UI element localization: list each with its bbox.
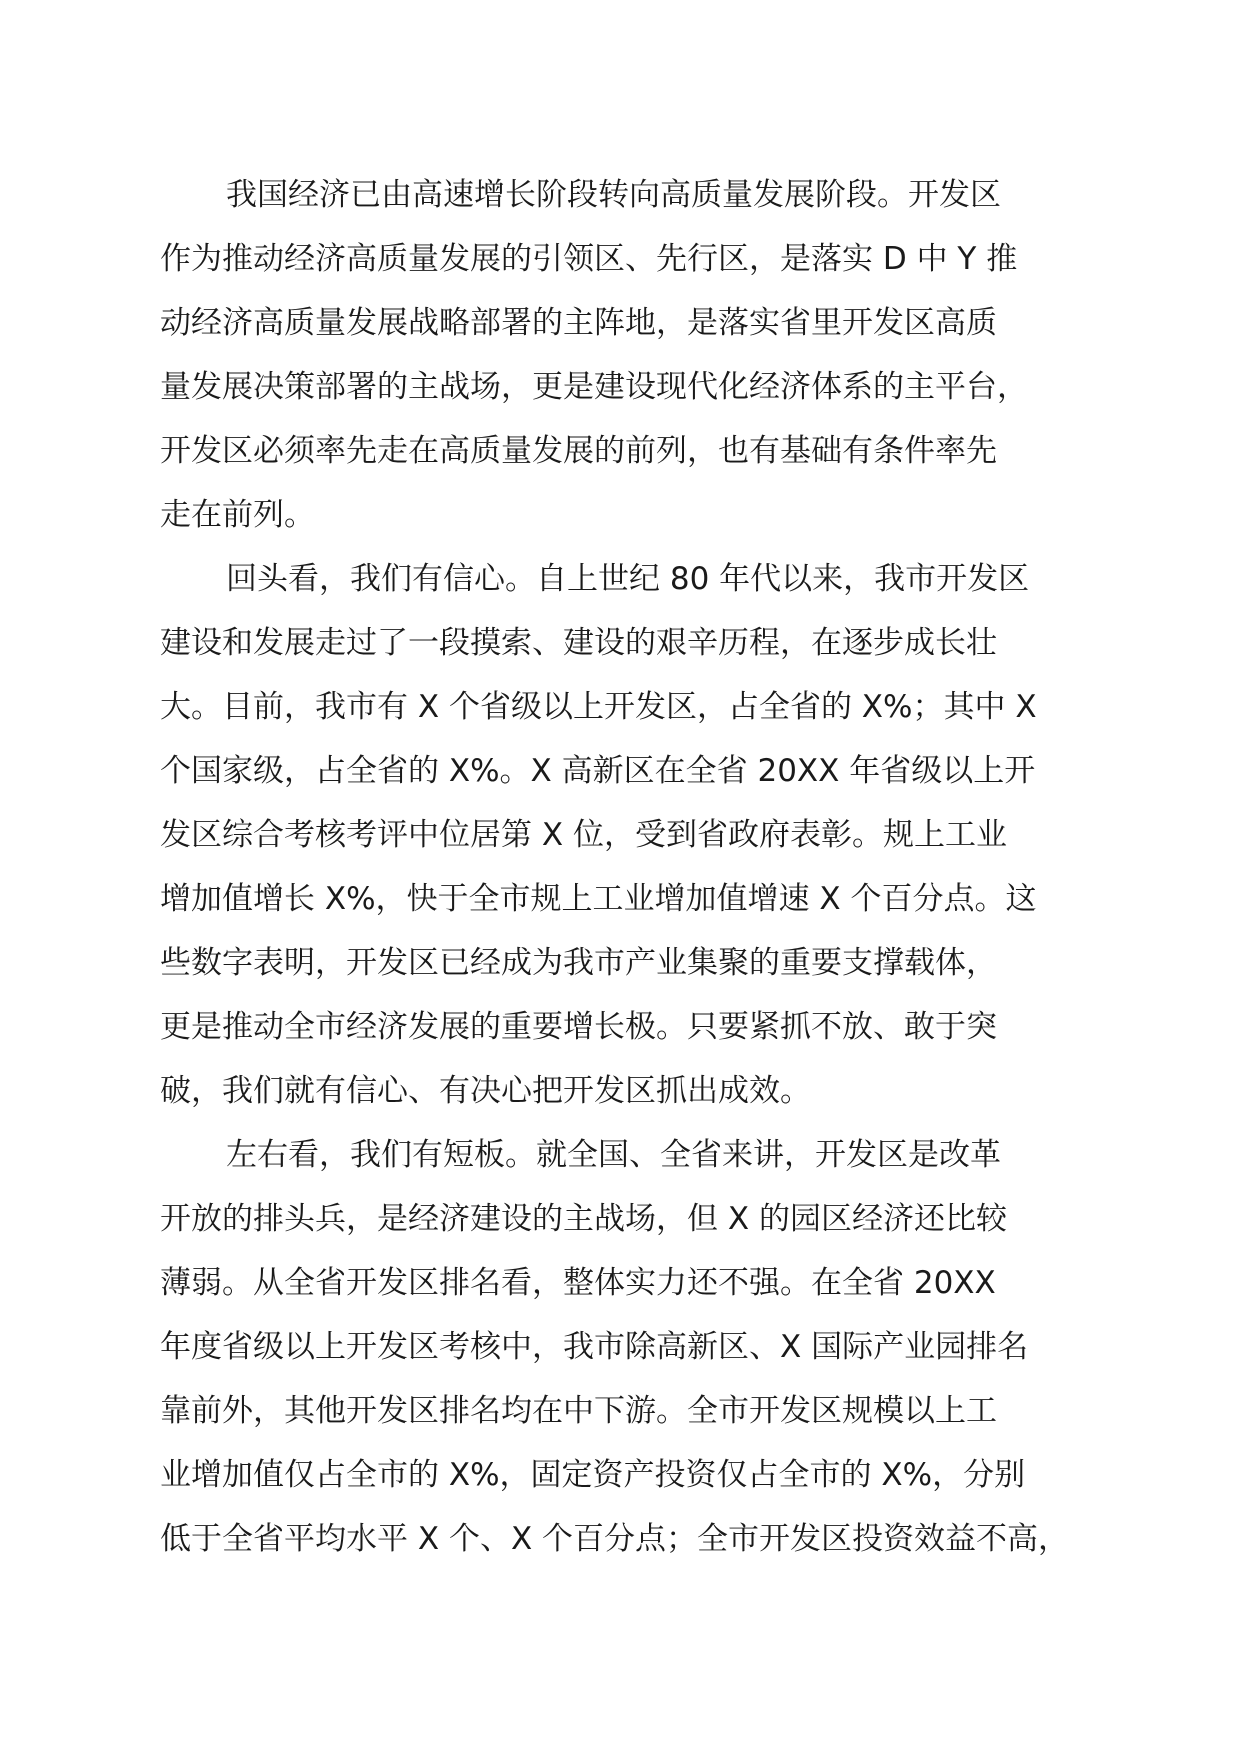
text-line: 我国经济已由高速增长阶段转向高质量发展阶段。开发区 xyxy=(226,177,1001,213)
text-line: 大。目前，我市有 X 个省级以上开发区，占全省的 X%；其中 X xyxy=(160,689,1037,725)
text-line: 回头看，我们有信心。自上世纪 80 年代以来，我市开发区 xyxy=(226,561,1030,597)
body-text xyxy=(160,163,1100,1571)
text-line: 作为推动经济高质量发展的引领区、先行区，是落实 D 中 Y 推 xyxy=(160,241,1018,277)
text-line: 年度省级以上开发区考核中，我市除高新区、X 国际产业园排名 xyxy=(160,1329,1029,1365)
text-line: 动经济高质量发展战略部署的主阵地，是落实省里开发区高质 xyxy=(160,305,997,341)
paragraph-1 xyxy=(160,163,1100,547)
text-line: 增加值增长 X%，快于全市规上工业增加值增速 X 个百分点。这 xyxy=(160,881,1037,917)
text-line: 些数字表明，开发区已经成为我市产业集聚的重要支撑载体， xyxy=(160,945,997,981)
text-line: 开放的排头兵，是经济建设的主战场，但 X 的园区经济还比较 xyxy=(160,1201,1007,1237)
text-line: 建设和发展走过了一段摸索、建设的艰辛历程，在逐步成长壮 xyxy=(160,625,997,661)
text-line: 开发区必须率先走在高质量发展的前列，也有基础有条件率先 xyxy=(160,433,997,469)
text-line: 薄弱。从全省开发区排名看，整体实力还不强。在全省 20XX xyxy=(160,1265,996,1301)
text-line: 走在前列。 xyxy=(160,497,315,533)
text-line: 个国家级，占全省的 X%。X 高新区在全省 20XX 年省级以上开 xyxy=(160,753,1036,789)
text-line: 量发展决策部署的主战场，更是建设现代化经济体系的主平台， xyxy=(160,369,1028,405)
paragraph-3 xyxy=(160,1123,1100,1571)
text-line: 发区综合考核考评中位居第 X 位，受到省政府表彰。规上工业 xyxy=(160,817,1007,853)
text-line: 低于全省平均水平 X 个、X 个百分点；全市开发区投资效益不高， xyxy=(160,1521,1070,1557)
text-line: 更是推动全市经济发展的重要增长极。只要紧抓不放、敢于突 xyxy=(160,1009,997,1045)
paragraph-2 xyxy=(160,547,1100,1123)
text-line: 业增加值仅占全市的 X%，固定资产投资仅占全市的 X%，分别 xyxy=(160,1457,1026,1493)
text-line: 左右看，我们有短板。就全国、全省来讲，开发区是改革 xyxy=(226,1137,1001,1173)
text-line: 靠前外，其他开发区排名均在中下游。全市开发区规模以上工 xyxy=(160,1393,997,1429)
text-line: 破，我们就有信心、有决心把开发区抓出成效。 xyxy=(160,1073,811,1109)
